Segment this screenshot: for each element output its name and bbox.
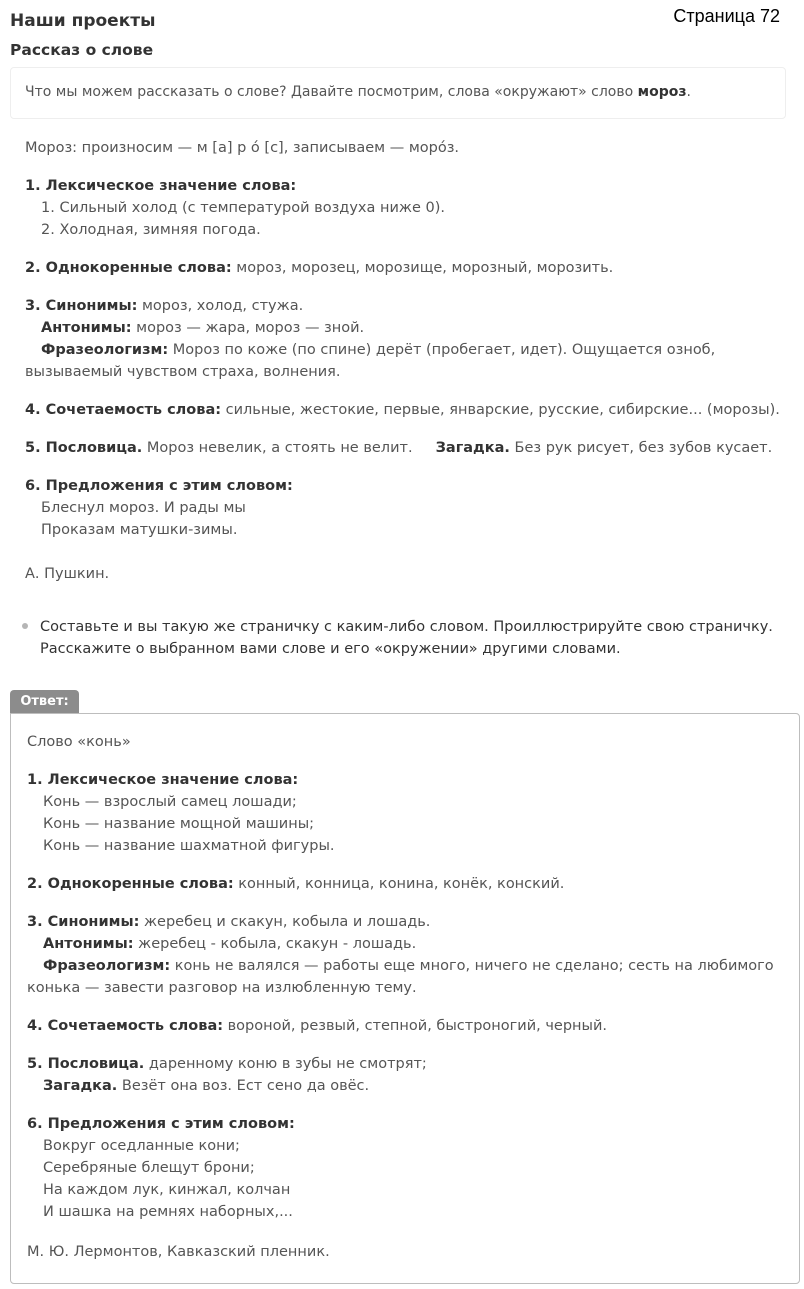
- antonyms-text: мороз — жара, мороз — зной.: [131, 320, 365, 336]
- task: [22, 616, 782, 660]
- answer-author: М. Ю. Лермонтов, Кавказский пленник.: [27, 1244, 330, 1260]
- answer-riddle-text: Везёт она воз. Ест сено да овёс.: [117, 1078, 370, 1094]
- idiom-title: Фразеологизм:: [41, 342, 169, 358]
- proverb-riddle: [25, 437, 785, 459]
- answer-sentences-title: 6. Предложения с этим словом:: [27, 1116, 295, 1132]
- lexical-item: 1. Сильный холод (с температурой воздуха ниже 0).: [41, 200, 445, 216]
- task-line: Составьте и вы такую же страничку с каким-либо словом. Проиллюстрируйте свою страничку.: [40, 619, 773, 635]
- answer-sentence-line: На каждом лук, кинжал, колчан: [43, 1182, 291, 1198]
- section-title: Наши проекты: [10, 11, 156, 31]
- answer-riddle-title: Загадка.: [43, 1078, 118, 1094]
- intro-text: Что мы можем рассказать о слове? Давайте посмотрим, слова «окружают» слово: [25, 84, 638, 100]
- sentences-title: 6. Предложения с этим словом:: [25, 478, 293, 494]
- collocation: [25, 399, 785, 421]
- cognates: [25, 257, 785, 279]
- intro-box: [10, 67, 786, 119]
- answer-collocation: [27, 1015, 787, 1037]
- proverb-title: 5. Пословица.: [25, 440, 143, 456]
- lexical-item: 2. Холодная, зимняя погода.: [41, 222, 261, 238]
- riddle-text: Без рук рисует, без зубов кусает.: [509, 440, 773, 456]
- answer-proverb-text: даренному коню в зубы не смотрят;: [144, 1056, 427, 1072]
- answer-idiom-title: Фразеологизм:: [43, 958, 171, 974]
- cognates-text: мороз, морозец, морозище, морозный, морозить.: [231, 260, 614, 276]
- answer-antonyms-title: Антонимы:: [43, 936, 134, 952]
- answer-lexical-title: 1. Лексическое значение слова:: [27, 772, 299, 788]
- collocation-text: сильные, жестокие, первые, январские, русские, сибирские... (морозы).: [221, 402, 780, 418]
- subsection-title: Рассказ о слове: [10, 41, 154, 59]
- sentences: [25, 475, 785, 541]
- answer-collocation-title: 4. Сочетаемость слова:: [27, 1018, 224, 1034]
- intro-end: .: [686, 84, 691, 100]
- answer-lexical-item: Конь — название мощной машины;: [43, 816, 315, 832]
- proverb-text: Мороз невелик, а стоять не велит.: [142, 440, 413, 456]
- synonyms-text: мороз, холод, стужа.: [137, 298, 304, 314]
- answer-synonyms-title: 3. Синонимы:: [27, 914, 140, 930]
- antonyms-title: Антонимы:: [41, 320, 132, 336]
- lexical-meaning: [25, 175, 785, 241]
- answer-box: [10, 713, 800, 1284]
- answer-cognates: [27, 873, 787, 895]
- riddle-title: Загадка.: [435, 440, 510, 456]
- answer-cognates-title: 2. Однокоренные слова:: [27, 876, 234, 892]
- task-line: Расскажите о выбранном вами слове и его «окружении» другими словами.: [40, 641, 621, 657]
- cognates-title: 2. Однокоренные слова:: [25, 260, 232, 276]
- example-content: [25, 137, 785, 585]
- synonyms-block: [25, 295, 785, 383]
- answer-cognates-text: конный, конница, конина, конёк, конский.: [233, 876, 565, 892]
- sentence-line: Проказам матушки-зимы.: [41, 522, 238, 538]
- idiom-text: Мороз по коже (по спине) дерёт (пробегает, идет). Ощущается озноб,: [168, 342, 716, 358]
- answer-lexical-item: Конь — взрослый самец лошади;: [43, 794, 297, 810]
- answer-proverb-title: 5. Пословица.: [27, 1056, 145, 1072]
- intro-bold-word: мороз: [637, 84, 687, 100]
- answer-word: Слово «конь»: [27, 734, 131, 750]
- answer-idiom-text: конь не валялся — работы еще много, ничего не сделано; сесть на любимого: [170, 958, 774, 974]
- sentence-line: Блеснул мороз. И рады мы: [41, 500, 246, 516]
- answer-content: [27, 731, 787, 1263]
- bullet-icon: [22, 623, 28, 629]
- answer-lexical-item: Конь — название шахматной фигуры.: [43, 838, 335, 854]
- pronunciation: Мороз: произносим — м [а] р о́ [с], записываем — моро́з.: [25, 140, 460, 156]
- answer-sentence-line: И шашка на ремнях наборных,...: [43, 1204, 293, 1220]
- answer-idiom-text-continued: конька — завести разговор на излюбленную тему.: [27, 980, 417, 996]
- idiom-text-continued: вызываемый чувством страха, волнения.: [25, 364, 341, 380]
- synonyms-title: 3. Синонимы:: [25, 298, 138, 314]
- collocation-title: 4. Сочетаемость слова:: [25, 402, 222, 418]
- answer-lexical-meaning: [27, 769, 787, 857]
- answer-sentence-line: Вокруг оседланные кони;: [43, 1138, 240, 1154]
- answer-sentences: [27, 1113, 787, 1223]
- answer-synonyms-text: жеребец и скакун, кобыла и лошадь.: [139, 914, 431, 930]
- answer-collocation-text: вороной, резвый, степной, быстроногий, черный.: [223, 1018, 607, 1034]
- lexical-title: 1. Лексическое значение слова:: [25, 178, 297, 194]
- answer-sentence-line: Серебряные блещут брони;: [43, 1160, 255, 1176]
- answer-proverb-riddle: [27, 1053, 787, 1097]
- author: А. Пушкин.: [25, 566, 110, 582]
- answer-tab: Ответ:: [10, 690, 79, 714]
- answer-synonyms-block: [27, 911, 787, 999]
- page-number: Страница 72: [673, 6, 780, 26]
- answer-antonyms-text: жеребец - кобыла, скакун - лошадь.: [133, 936, 417, 952]
